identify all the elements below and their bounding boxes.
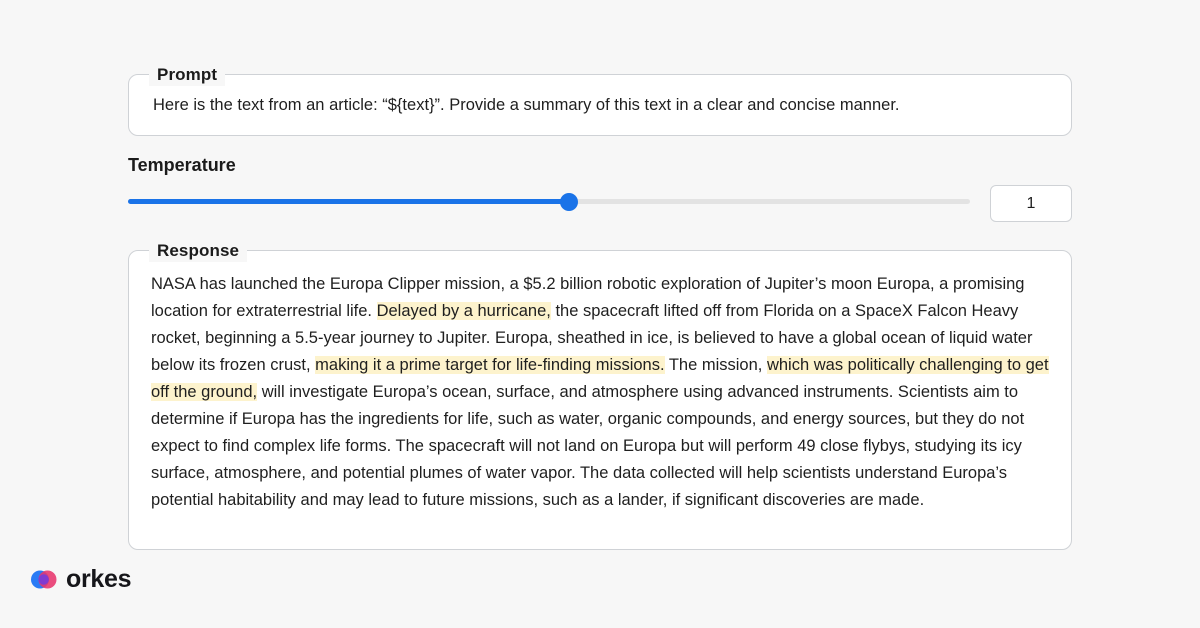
- brand-name: orkes: [66, 565, 132, 593]
- temperature-value-input[interactable]: [990, 185, 1072, 222]
- response-text: [151, 271, 1049, 514]
- brand-logo: [30, 565, 131, 594]
- prompt-field[interactable]: [128, 65, 1072, 136]
- response-plain: The mission,: [664, 356, 767, 374]
- temperature-value: 1: [1026, 194, 1036, 212]
- prompt-text[interactable]: Here is the text from an article: “${text}”. Provide a summary of this text in a clear and concise manner.: [153, 96, 900, 114]
- prompt-legend: Prompt: [149, 64, 225, 86]
- response-plain: will investigate Europa’s ocean, surface, and atmosphere using advanced instruments. Scientists aim to determine if Europa has the ingredients for life, such as water, organic compounds, and energy sources, but they do not expect to find complex life forms. The spacecraft will not land on Europa but will perform 49 close flybys, studying its icy surface, atmosphere, and potential plumes of water vapor. The data collected will help scientists understand Europa’s potential habitability and may lead to future missions, such as a lander, if significant discoveries are made.: [151, 383, 1025, 509]
- orkes-logo-icon: [30, 566, 57, 593]
- temperature-label: Temperature: [128, 155, 236, 175]
- response-field: [128, 241, 1072, 550]
- response-highlight: Delayed by a hurricane,: [376, 302, 551, 320]
- response-highlight: which was politically challenging to get off the ground,: [151, 356, 1049, 401]
- response-plain: the spacecraft lifted off from Florida on a SpaceX Falcon Heavy rocket, beginning a 5.5-year journey to Jupiter. Europa, sheathed in ice, is believed to have a global ocean of liquid water below its frozen crust,: [151, 302, 1033, 374]
- temperature-slider[interactable]: [128, 199, 970, 204]
- response-plain: NASA has launched the Europa Clipper mission, a $5.2 billion robotic exploration of Jupiter’s moon Europa, a promising location for extraterrestrial life.: [151, 275, 1025, 320]
- response-legend: Response: [149, 240, 247, 262]
- temperature-slider-thumb[interactable]: [560, 193, 578, 211]
- temperature-slider-fill: [128, 199, 569, 204]
- response-highlight: making it a prime target for life-finding missions.: [315, 356, 665, 374]
